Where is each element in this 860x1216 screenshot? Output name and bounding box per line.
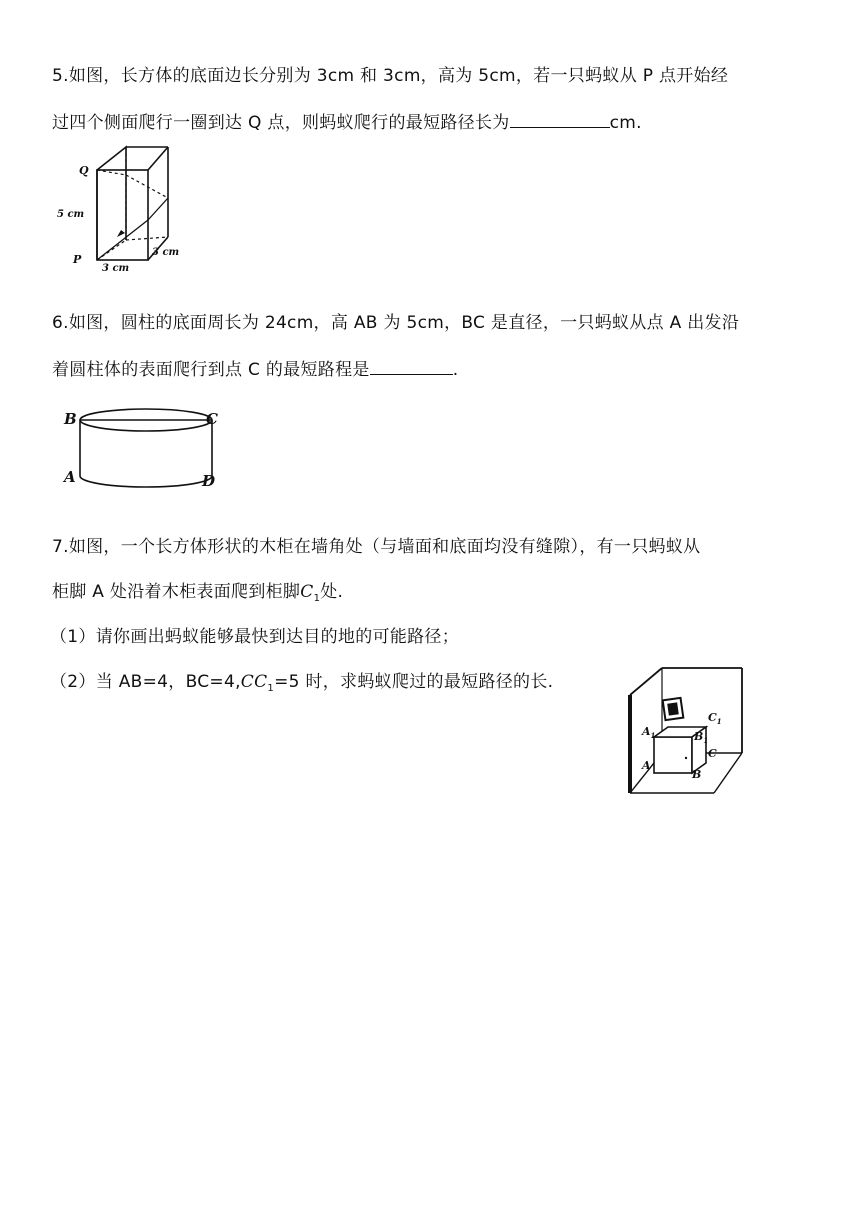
q7-line2 [52,580,343,611]
q6-label-d: D [202,472,216,490]
q7-label-a: A [642,759,651,772]
q7-sub2-sub: 1 [267,683,275,694]
q7-line2-sub: 1 [313,593,321,604]
q5-label-q: Q [79,164,89,177]
q5-answer-blank [510,109,610,128]
q5-label-depth: 3 cm [152,247,180,258]
q7-line1: 7.如图，一个长方体形状的木柜在墙角处（与墙面和底面均没有缝隙），有一只蚂蚁从 [52,537,701,557]
q7-label-a1: $A_1$ [642,725,656,740]
q5-label-p: P [73,253,82,266]
q7-line2-text: 柜脚 A 处沿着木柜表面爬到柜脚 [52,582,301,602]
q5-label-bottom: 3 cm [102,263,130,274]
q6-line2-suffix: . [452,360,459,380]
q7-cabinet-figure [624,665,748,795]
q5-line2-text: 过四个侧面爬行一圈到达 Q 点，则蚂蚁爬行的最短路径长为 [52,113,510,133]
q7-sub2-text: （2）当 AB=4，BC=4, [50,672,241,692]
q6-label-b: B [64,410,77,428]
q7-sub2 [50,670,553,701]
q6-line2-text: 着圆柱体的表面爬行到点 C 的最短路程是 [52,360,370,380]
q5-line2 [52,109,642,135]
q7-label-b1: $B_1$ [694,730,709,745]
q6-label-c: C [206,410,218,428]
q6-cylinder-figure [60,400,230,500]
q6-line1: 6.如图，圆柱的底面周长为 24cm，高 AB 为 5cm，BC 是直径，一只蚂蚁从点 A 出发沿 [52,313,740,333]
q7-label-b: B [692,768,702,781]
q6-answer-blank [370,356,453,375]
q6-line2 [52,356,458,382]
q5-line2-suffix: cm. [609,113,642,133]
q7-sub2-var: CC [240,672,268,692]
q7-sub1: （1）请你画出蚂蚁能够最快到达目的地的可能路径； [50,627,460,647]
q7-sub2-suffix: =5 时，求蚂蚁爬过的最短路径的长. [274,672,554,692]
q7-label-c: C [708,747,717,760]
q5-cuboid-figure [55,140,185,275]
q5-label-height: 5 cm [57,209,85,220]
q7-line2-suffix: 处. [320,582,344,602]
q7-label-c1: $C_1$ [708,711,722,726]
q7-line2-var: C [300,582,314,602]
q5-line1: 5.如图，长方体的底面边长分别为 3cm 和 3cm，高为 5cm，若一只蚂蚁从 P 点开始经 [52,66,729,86]
q6-label-a: A [64,468,76,486]
